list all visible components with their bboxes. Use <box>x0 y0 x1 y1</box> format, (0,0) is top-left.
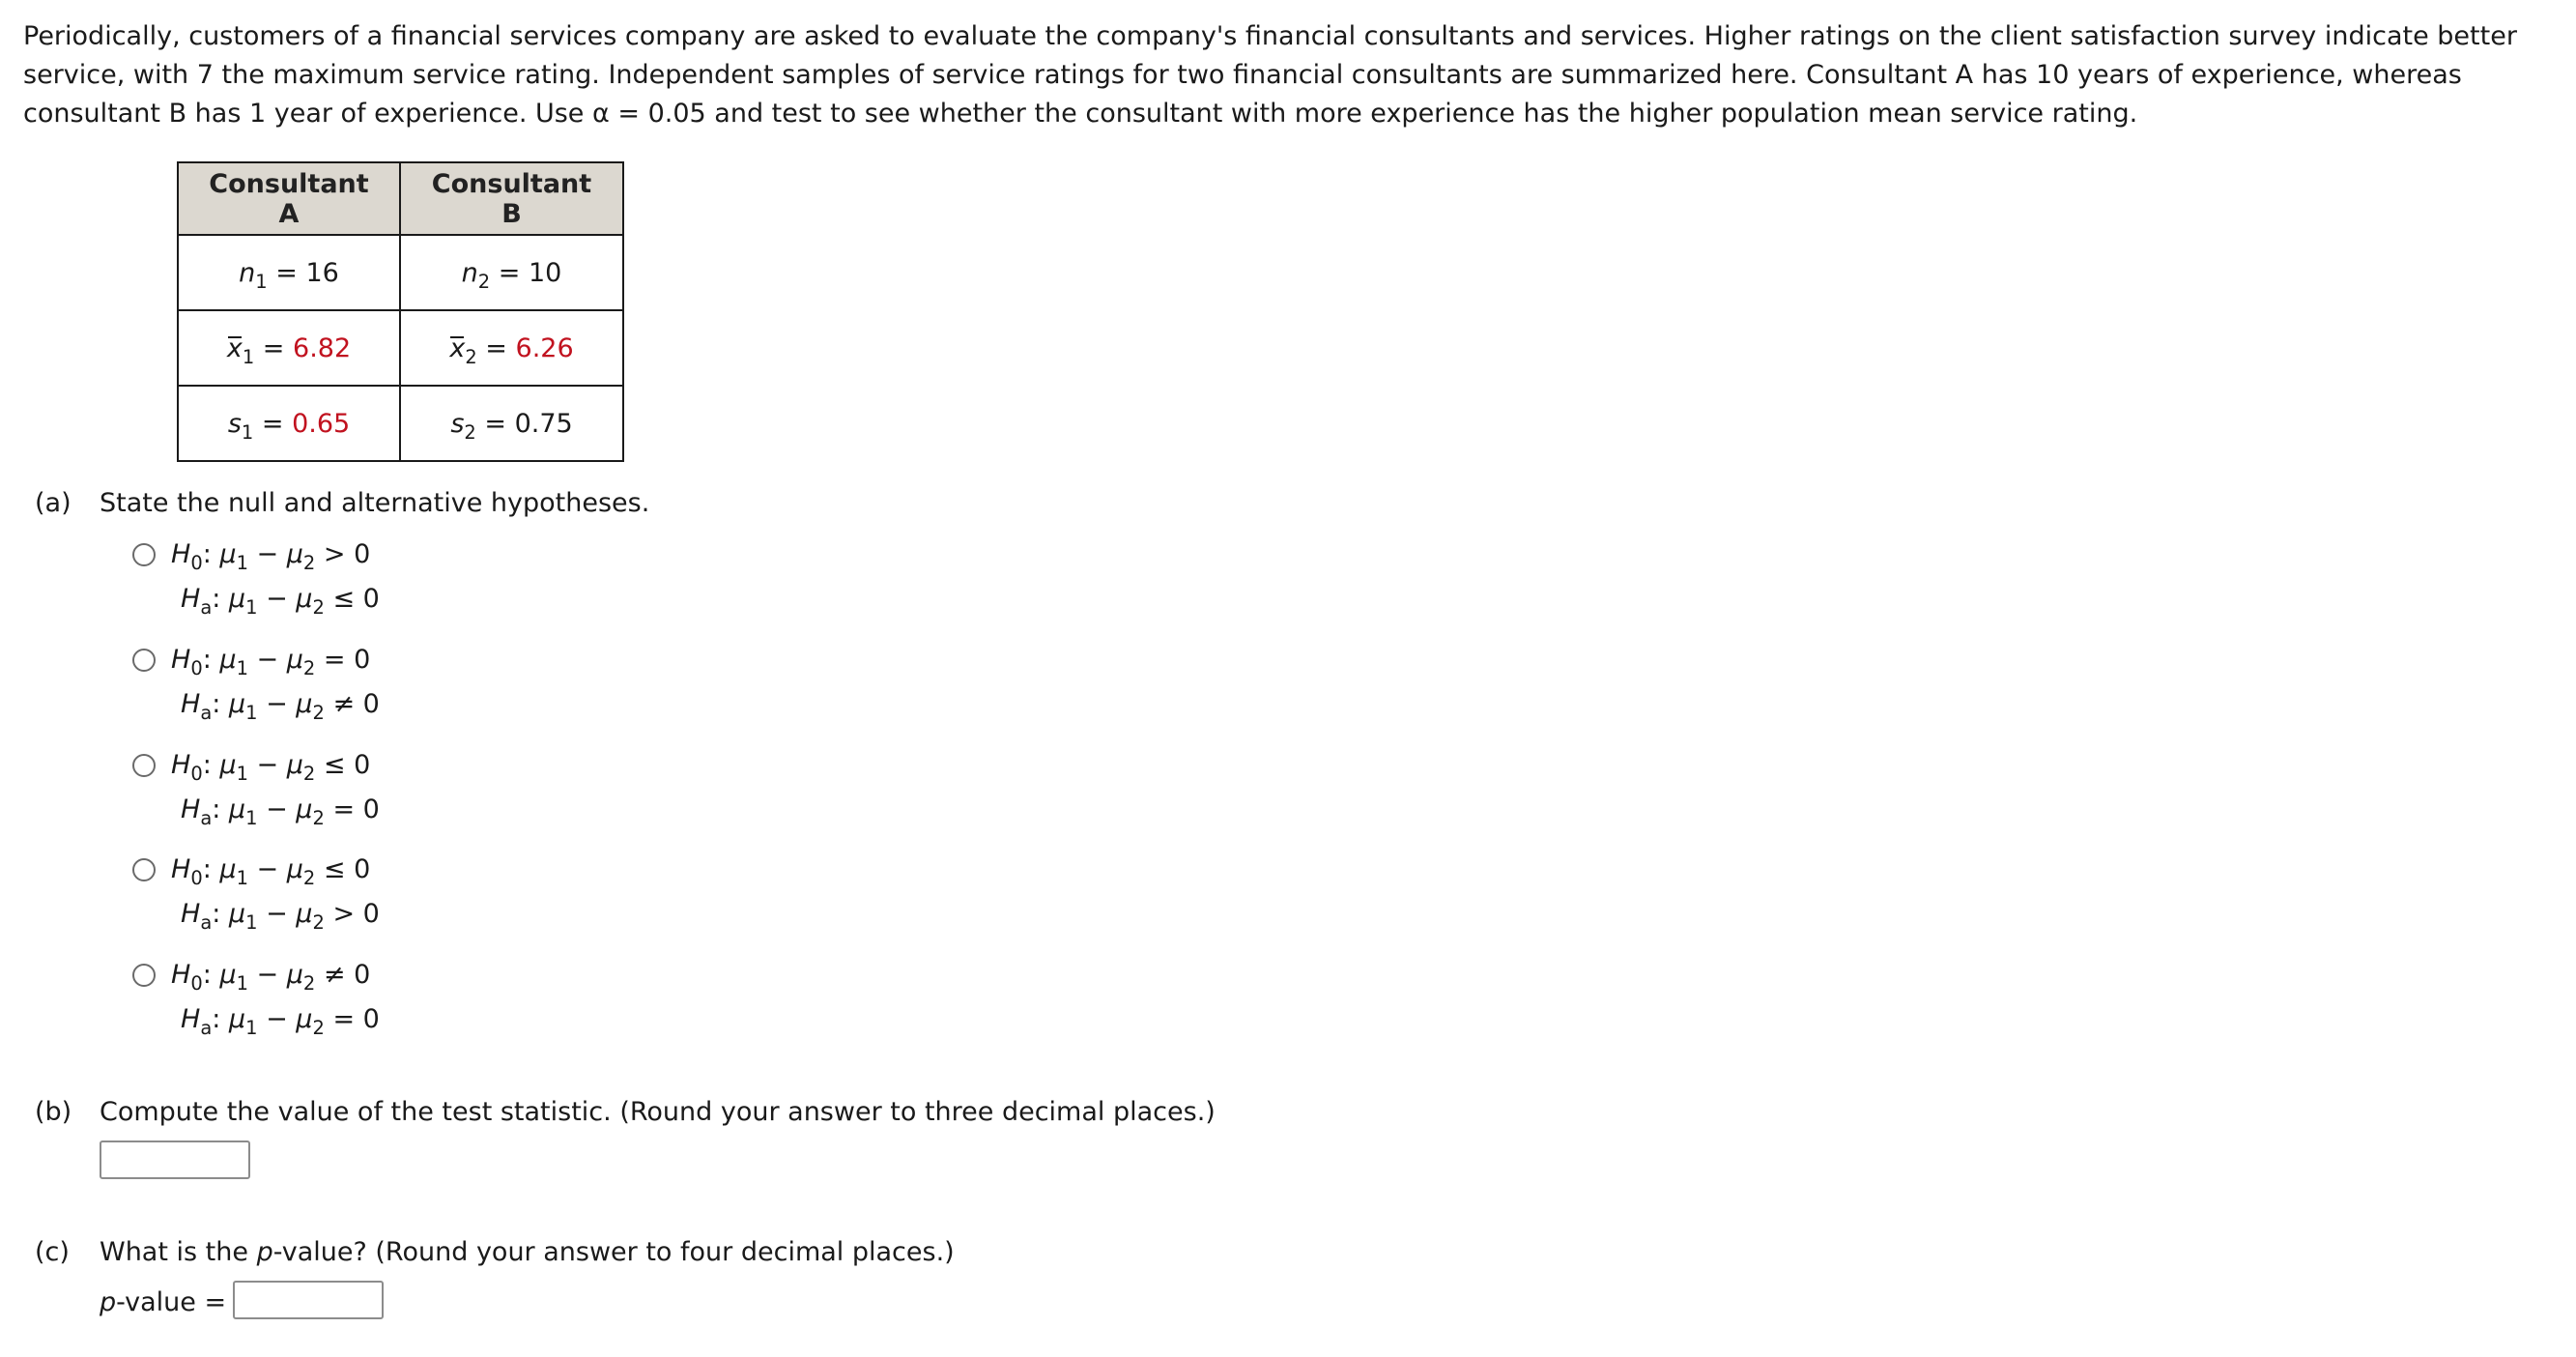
h0-relation: ≤ 0 <box>323 750 371 780</box>
radio-button[interactable] <box>132 754 156 777</box>
ha-relation: = 0 <box>332 794 380 824</box>
consultant-summary-table <box>177 161 624 462</box>
part-c-question-var: p <box>256 1237 273 1267</box>
null-hypothesis: $H_0$: $\mu_1 - \mu_2 = 0$ <box>171 645 371 679</box>
p-value-label-post: -value = <box>116 1287 227 1317</box>
cell-x1: $x_1 = 6.82$ <box>178 310 400 386</box>
ha-relation: ≠ 0 <box>332 689 380 719</box>
x2-value: 6.26 <box>515 332 574 363</box>
s2-value: 0.75 <box>514 408 573 439</box>
alternative-hypothesis: $H_a$: $\mu_1 - \mu_2 > 0$ <box>181 899 380 934</box>
cell-n1: $n_1 = 16$ <box>178 235 400 310</box>
part-b-question: Compute the value of the test statistic. (Round your answer to three decimal places.) <box>100 1097 1216 1127</box>
radio-button[interactable] <box>132 543 156 566</box>
ha-relation: ≤ 0 <box>332 584 380 614</box>
x1-value: 6.82 <box>293 332 352 363</box>
part-c-question <box>100 1237 955 1267</box>
n2-value: 10 <box>528 257 562 288</box>
cell-s1: $s_1 = 0.65$ <box>178 386 400 461</box>
alternative-hypothesis: $H_a$: $\mu_1 - \mu_2 \le 0$ <box>181 584 380 619</box>
cell-n2: $n_2 = 10$ <box>400 235 623 310</box>
alternative-hypothesis: $H_a$: $\mu_1 - \mu_2 = 0$ <box>181 1004 380 1039</box>
p-value-label-var: p <box>100 1287 117 1317</box>
part-c-label: (c) <box>35 1237 70 1267</box>
null-hypothesis: $H_0$: $\mu_1 - \mu_2 \le 0$ <box>171 854 371 889</box>
p-value-label <box>100 1287 226 1317</box>
h0-relation: ≤ 0 <box>323 854 371 884</box>
part-c-question-post: -value? (Round your answer to four decimal places.) <box>272 1237 955 1267</box>
s1-value: 0.65 <box>292 408 351 439</box>
part-a-question: State the null and alternative hypotheses. <box>100 488 650 518</box>
problem-statement: Periodically, customers of a financial services company are asked to evaluate the company's financial consultants and services. Higher ratings on the client satisfaction survey indicate better service, with 7 the maximum service rating. Independent samples of service ratings for two financial consultants are summarized here. Consultant A has 10 years of experience, whereas consultant B has 1 year of experience. Use α = 0.05 and test to see whether the consultant with more experience has the higher population mean service rating. <box>23 21 2517 129</box>
radio-button[interactable] <box>132 649 156 672</box>
header-consultant-b: Consultant B <box>400 162 623 235</box>
alternative-hypothesis: $H_a$: $\mu_1 - \mu_2 = 0$ <box>181 794 380 829</box>
alternative-hypothesis: $H_a$: $\mu_1 - \mu_2 \ne 0$ <box>181 689 380 724</box>
h0-relation: > 0 <box>323 539 371 569</box>
null-hypothesis: $H_0$: $\mu_1 - \mu_2 \le 0$ <box>171 750 371 785</box>
cell-x2: $x_2 = 6.26$ <box>400 310 623 386</box>
h0-relation: ≠ 0 <box>323 960 371 990</box>
p-value-input[interactable] <box>233 1281 384 1319</box>
header-consultant-a: Consultant A <box>178 162 400 235</box>
cell-s2: $s_2 = 0.75$ <box>400 386 623 461</box>
null-hypothesis: $H_0$: $\mu_1 - \mu_2 > 0$ <box>171 539 371 574</box>
radio-button[interactable] <box>132 964 156 987</box>
test-statistic-input[interactable] <box>100 1140 250 1179</box>
part-a-label: (a) <box>35 488 72 518</box>
null-hypothesis: $H_0$: $\mu_1 - \mu_2 \ne 0$ <box>171 960 371 995</box>
n1-value: 16 <box>305 257 339 288</box>
ha-relation: = 0 <box>332 1004 380 1034</box>
part-c-question-pre: What is the <box>100 1237 257 1267</box>
radio-button[interactable] <box>132 858 156 881</box>
part-b-label: (b) <box>35 1097 72 1127</box>
ha-relation: > 0 <box>332 899 380 929</box>
h0-relation: = 0 <box>323 645 371 675</box>
